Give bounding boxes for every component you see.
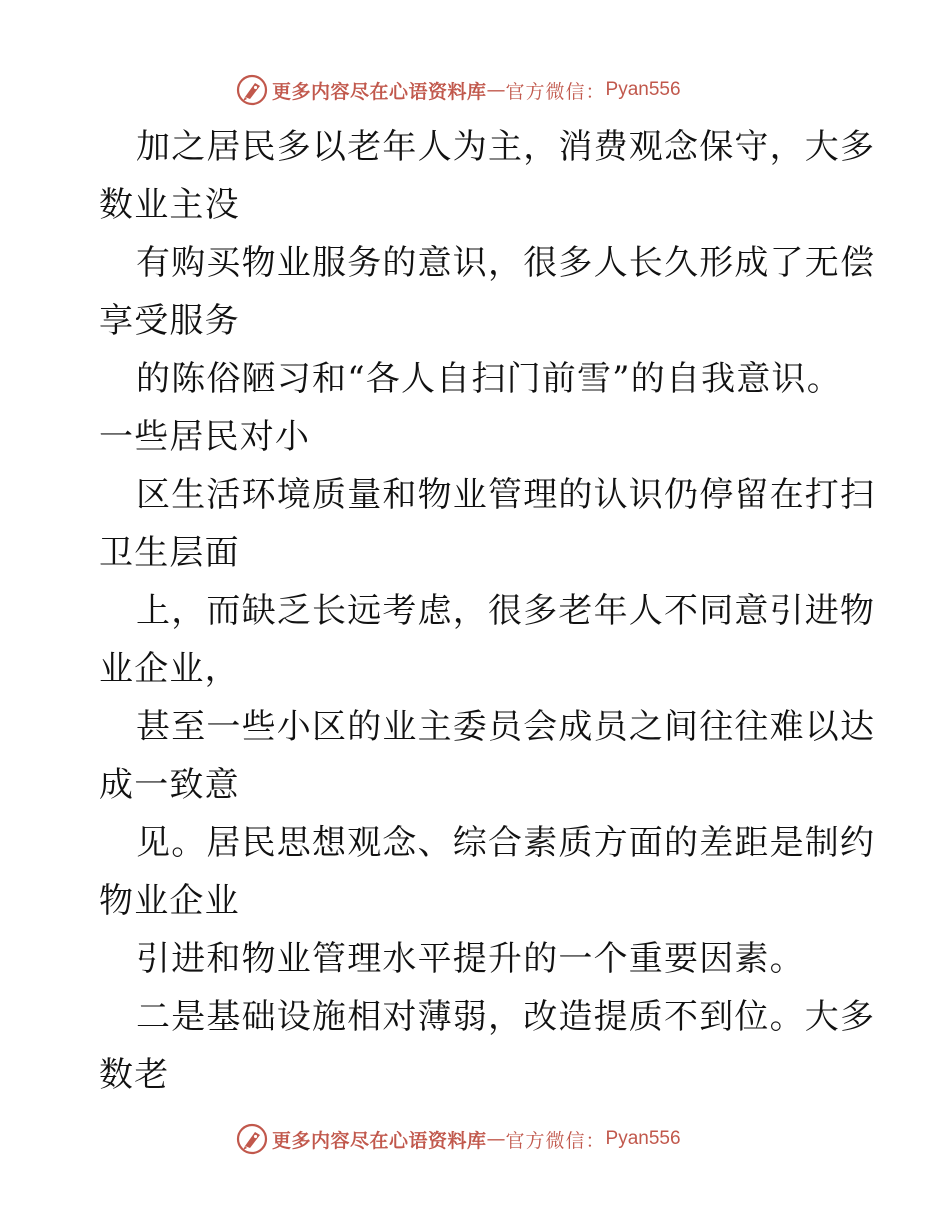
text-line: 一些居民对小 bbox=[99, 417, 311, 457]
text-line: 区生活环境质量和物业管理的认识仍停留在打扫 bbox=[136, 475, 876, 515]
watermark-site-text: 更多内容尽在心语资料库 bbox=[272, 1129, 487, 1152]
pen-nib-logo-icon bbox=[236, 1123, 268, 1155]
text-line: 物业企业 bbox=[99, 881, 240, 921]
text-line: 甚至一些小区的业主委员会成员之间往往难以达 bbox=[136, 707, 876, 747]
text-line: 二是基础设施相对薄弱，改造提质不到位。大多 bbox=[136, 997, 876, 1037]
watermark-dash: — bbox=[486, 1128, 506, 1150]
text-line: 数业主没 bbox=[99, 185, 240, 225]
text-line: 有购买物业服务的意识，很多人长久形成了无偿 bbox=[136, 243, 876, 283]
header-watermark bbox=[236, 73, 681, 107]
watermark-wechat-id: Pyan556 bbox=[605, 1128, 681, 1149]
text-line: 数老 bbox=[99, 1055, 170, 1095]
watermark-wechat-id: Pyan556 bbox=[605, 79, 681, 100]
watermark-site-text: 更多内容尽在心语资料库 bbox=[272, 80, 487, 103]
watermark-wechat-label: 官方微信： bbox=[505, 80, 606, 103]
text-line: 业企业， bbox=[99, 649, 240, 689]
watermark-dash: — bbox=[486, 79, 506, 101]
footer-watermark bbox=[236, 1122, 681, 1156]
watermark-wechat-label: 官方微信： bbox=[505, 1129, 606, 1152]
document-body bbox=[99, 118, 876, 1104]
pen-nib-logo-icon bbox=[236, 74, 268, 106]
text-line: 引进和物业管理水平提升的一个重要因素。 bbox=[136, 939, 805, 979]
text-line: 加之居民多以老年人为主，消费观念保守，大多 bbox=[136, 127, 876, 167]
text-line: 享受服务 bbox=[99, 301, 240, 341]
text-line: 的陈俗陋习和“各人自扫门前雪”的自我意识。 bbox=[136, 359, 842, 399]
text-line: 成一致意 bbox=[99, 765, 240, 805]
text-line: 卫生层面 bbox=[99, 533, 240, 573]
text-line: 见。居民思想观念、综合素质方面的差距是制约 bbox=[136, 823, 876, 863]
text-line: 上，而缺乏长远考虑，很多老年人不同意引进物 bbox=[136, 591, 876, 631]
